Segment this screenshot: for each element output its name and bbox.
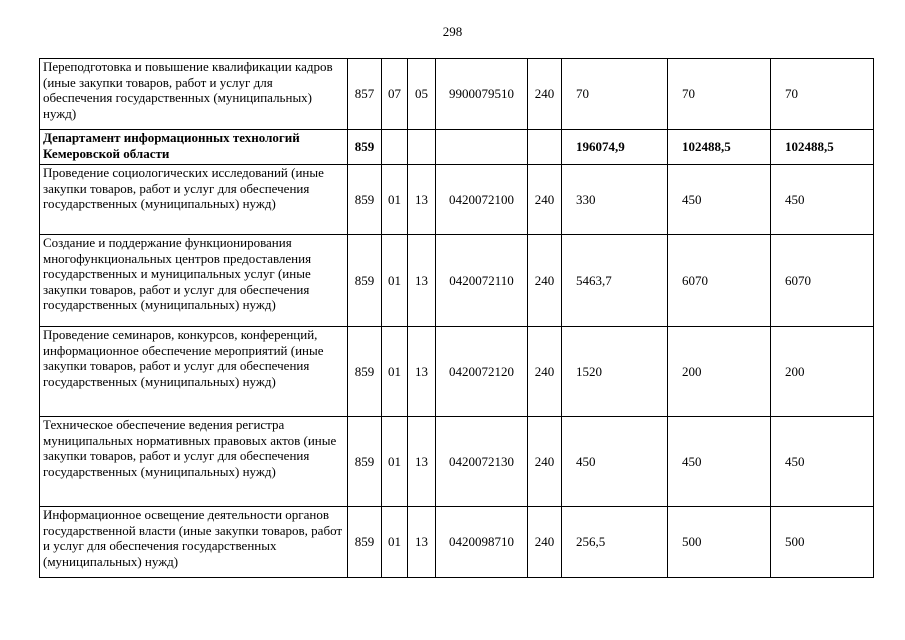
amount-year-2: 70 [668, 59, 771, 130]
row-description: Проведение семинаров, конкурсов, конференций, информационное обеспечение мероприятий (иные закупки товаров, работ и услуг для обеспечения государственных (муниципальных) нужд) [40, 327, 348, 417]
row-description: Информационное освещение деятельности органов государственной власти (иные закупки товаров, работ и услуг для обеспечения государственных (муниципальных) нужд) [40, 507, 348, 578]
section-code: 01 [382, 507, 408, 578]
amount-year-2: 102488,5 [668, 130, 771, 165]
target-article-code: 0420072130 [436, 417, 528, 507]
amount-year-1: 70 [562, 59, 668, 130]
section-code: 07 [382, 59, 408, 130]
expense-type-code: 240 [528, 59, 562, 130]
table-body [40, 59, 874, 578]
amount-year-2: 450 [668, 165, 771, 235]
ved-code: 857 [348, 59, 382, 130]
amount-year-3: 6070 [771, 235, 874, 327]
amount-year-3: 450 [771, 417, 874, 507]
amount-year-3: 102488,5 [771, 130, 874, 165]
ved-code: 859 [348, 507, 382, 578]
table-row [40, 327, 874, 417]
table-row [40, 417, 874, 507]
table-row [40, 507, 874, 578]
subsection-code: 13 [408, 165, 436, 235]
amount-year-2: 450 [668, 417, 771, 507]
target-article-code: 0420072110 [436, 235, 528, 327]
section-code: 01 [382, 327, 408, 417]
subsection-code [408, 130, 436, 165]
expense-type-code: 240 [528, 165, 562, 235]
ved-code: 859 [348, 417, 382, 507]
row-description: Техническое обеспечение ведения регистра муниципальных нормативных правовых актов (иные закупки товаров, работ и услуг для обеспечения государственных (муниципальных) нужд) [40, 417, 348, 507]
row-description: Переподготовка и повышение квалификации кадров (иные закупки товаров, работ и услуг для обеспечения государственных (муниципальных) нужд) [40, 59, 348, 130]
section-code [382, 130, 408, 165]
table-row [40, 59, 874, 130]
amount-year-1: 5463,7 [562, 235, 668, 327]
section-code: 01 [382, 417, 408, 507]
amount-year-1: 196074,9 [562, 130, 668, 165]
target-article-code: 0420072120 [436, 327, 528, 417]
amount-year-3: 200 [771, 327, 874, 417]
expense-type-code: 240 [528, 417, 562, 507]
amount-year-1: 450 [562, 417, 668, 507]
ved-code: 859 [348, 327, 382, 417]
amount-year-2: 6070 [668, 235, 771, 327]
amount-year-1: 1520 [562, 327, 668, 417]
expense-type-code: 240 [528, 507, 562, 578]
subsection-code: 05 [408, 59, 436, 130]
target-article-code: 0420072100 [436, 165, 528, 235]
ved-code: 859 [348, 165, 382, 235]
table-row [40, 165, 874, 235]
amount-year-3: 500 [771, 507, 874, 578]
expense-type-code [528, 130, 562, 165]
target-article-code: 9900079510 [436, 59, 528, 130]
row-description: Департамент информационных технологий Кемеровской области [40, 130, 348, 165]
amount-year-3: 450 [771, 165, 874, 235]
ved-code: 859 [348, 235, 382, 327]
subsection-code: 13 [408, 417, 436, 507]
table-row [40, 235, 874, 327]
subsection-code: 13 [408, 507, 436, 578]
row-description: Создание и поддержание функционирования многофункциональных центров предоставления государственных и муниципальных услуг (иные закупки товаров, работ и услуг для обеспечения государственных (муниципальных) нужд) [40, 235, 348, 327]
amount-year-2: 500 [668, 507, 771, 578]
amount-year-1: 256,5 [562, 507, 668, 578]
target-article-code: 0420098710 [436, 507, 528, 578]
row-description: Проведение социологических исследований (иные закупки товаров, работ и услуг для обеспечения государственных (муниципальных) нужд) [40, 165, 348, 235]
target-article-code [436, 130, 528, 165]
section-code: 01 [382, 235, 408, 327]
table-row [40, 130, 874, 165]
expense-type-code: 240 [528, 327, 562, 417]
expense-type-code: 240 [528, 235, 562, 327]
amount-year-1: 330 [562, 165, 668, 235]
subsection-code: 13 [408, 327, 436, 417]
budget-table [39, 58, 874, 578]
amount-year-2: 200 [668, 327, 771, 417]
amount-year-3: 70 [771, 59, 874, 130]
subsection-code: 13 [408, 235, 436, 327]
ved-code: 859 [348, 130, 382, 165]
section-code: 01 [382, 165, 408, 235]
page-number: 298 [442, 24, 463, 39]
